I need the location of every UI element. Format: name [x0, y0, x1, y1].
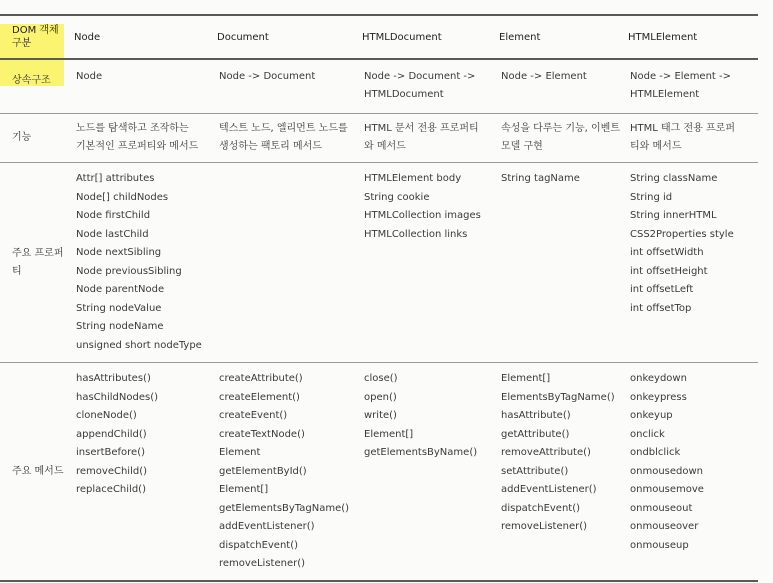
- cell-item: onkeydown: [630, 373, 687, 384]
- cell-item: int offsetWidth: [630, 247, 704, 258]
- cell-item: 기본적인 프로퍼티와 메서드: [76, 141, 199, 152]
- cell-item: String id: [630, 191, 673, 203]
- cell-htmldocument: [355, 114, 492, 163]
- cell-item: Node[] childNodes: [76, 191, 169, 203]
- cell-item: Node -> Document: [219, 71, 316, 82]
- cell-item: Node firstChild: [76, 210, 151, 221]
- cell-item: removeListener(): [501, 521, 588, 532]
- cell-item: getElementById(): [219, 465, 307, 477]
- cell-item: HTML 태그 전용 프로퍼: [630, 123, 735, 134]
- cell-item: dispatchEvent(): [501, 502, 581, 514]
- cell-item: Node -> Document ->: [364, 71, 476, 82]
- cell-item: String nodeValue: [76, 302, 162, 314]
- cell-item: onmousemove: [630, 484, 704, 495]
- cell-node: [67, 363, 210, 581]
- dom-object-table: [0, 14, 758, 582]
- cell-item: getElementsByTagName(): [219, 502, 350, 514]
- row-label: 기능: [12, 131, 32, 143]
- row-label: 주요 프로퍼티: [12, 247, 64, 277]
- cell-htmlelement: [621, 163, 758, 363]
- cell-item: String nodeName: [76, 321, 164, 332]
- cell-item: Element[]: [219, 484, 269, 495]
- cell-item: addEventListener(): [219, 521, 315, 532]
- cell-item: int offsetHeight: [630, 265, 708, 277]
- cell-item: cloneNode(): [76, 410, 137, 421]
- cell-item: removeListener(): [219, 558, 306, 569]
- cell-document: [210, 59, 355, 114]
- cell-element: [492, 114, 621, 163]
- row-methods: [0, 363, 758, 581]
- cell-item: 노드를 탐색하고 조작하는: [76, 123, 189, 134]
- cell-item: close(): [364, 373, 398, 384]
- cell-item: Attr[] attributes: [76, 173, 155, 184]
- cell-item: ondblclick: [630, 447, 681, 458]
- cell-item: String tagName: [501, 173, 580, 184]
- cell-item: Node -> Element: [501, 71, 587, 82]
- header-node: Node: [74, 31, 101, 43]
- header-document: Document: [217, 31, 269, 43]
- cell-item: removeChild(): [76, 465, 148, 477]
- cell-item: createTextNode(): [219, 428, 305, 440]
- cell-item: onmouseover: [630, 521, 699, 532]
- cell-item: hasAttribute(): [501, 410, 571, 421]
- cell-htmldocument: [355, 59, 492, 114]
- table-header-row: [0, 15, 758, 59]
- row-properties: [0, 163, 758, 363]
- cell-item: Node previousSibling: [76, 265, 182, 277]
- cell-item: String className: [630, 173, 718, 184]
- cell-item: replaceChild(): [76, 484, 146, 495]
- cell-item: int offsetTop: [630, 302, 692, 314]
- row-label: 주요 메서드: [12, 465, 64, 477]
- cell-item: 모델 구현: [501, 141, 543, 152]
- cell-item: createElement(): [219, 391, 300, 403]
- cell-item: HTMLCollection links: [364, 228, 468, 240]
- cell-item: unsigned short nodeType: [76, 339, 202, 351]
- cell-item: addEventListener(): [501, 484, 597, 495]
- header-htmldocument: HTMLDocument: [362, 31, 442, 43]
- cell-item: setAttribute(): [501, 465, 569, 477]
- cell-htmldocument: [355, 163, 492, 363]
- cell-item: hasChildNodes(): [76, 391, 159, 403]
- cell-item: dispatchEvent(): [219, 539, 299, 551]
- cell-item: write(): [364, 410, 397, 421]
- cell-item: Element[]: [364, 428, 414, 440]
- cell-item: HTML 문서 전용 프로퍼티: [364, 123, 479, 134]
- cell-item: Node: [76, 71, 103, 82]
- row-inheritance: [0, 59, 758, 114]
- cell-document: [210, 163, 355, 363]
- cell-item: HTMLDocument: [364, 89, 444, 100]
- cell-item: String cookie: [364, 191, 430, 203]
- cell-item: getAttribute(): [501, 428, 570, 440]
- cell-node: [67, 59, 210, 114]
- row-label: 상속구조: [12, 75, 51, 86]
- cell-item: Node lastChild: [76, 228, 149, 240]
- cell-htmlelement: [621, 59, 758, 114]
- cell-item: open(): [364, 391, 397, 403]
- cell-node: [67, 163, 210, 363]
- cell-item: onkeyup: [630, 410, 673, 421]
- cell-item: Element: [219, 447, 261, 458]
- cell-item: insertBefore(): [76, 447, 146, 458]
- cell-item: HTMLCollection images: [364, 210, 481, 221]
- header-element: Element: [499, 31, 541, 43]
- cell-item: Node -> Element ->: [630, 71, 732, 82]
- cell-htmldocument: [355, 363, 492, 581]
- cell-item: hasAttributes(): [76, 373, 151, 384]
- cell-htmlelement: [621, 114, 758, 163]
- cell-node: [67, 114, 210, 163]
- cell-element: [492, 59, 621, 114]
- cell-item: getElementsByName(): [364, 447, 478, 458]
- header-htmlelement: HTMLElement: [628, 31, 698, 43]
- cell-item: 속성을 다루는 기능, 이벤트: [501, 123, 620, 134]
- cell-item: appendChild(): [76, 428, 147, 440]
- cell-item: onmousedown: [630, 465, 703, 477]
- cell-item: Node nextSibling: [76, 247, 162, 258]
- cell-element: [492, 163, 621, 363]
- row-function: [0, 114, 758, 163]
- cell-item: createAttribute(): [219, 373, 303, 384]
- cell-element: [492, 363, 621, 581]
- cell-htmlelement: [621, 363, 758, 581]
- cell-item: String innerHTML: [630, 210, 717, 221]
- cell-item: onmouseup: [630, 539, 689, 551]
- cell-item: onmouseout: [630, 502, 693, 514]
- cell-item: 티와 메서드: [630, 141, 682, 152]
- cell-item: removeAttribute(): [501, 447, 591, 458]
- cell-item: HTMLElement: [630, 89, 700, 100]
- cell-item: CSS2Properties style: [630, 228, 734, 240]
- cell-item: HTMLElement body: [364, 173, 462, 184]
- cell-item: Element[]: [501, 373, 551, 384]
- cell-item: onkeypress: [630, 391, 687, 403]
- cell-item: 텍스트 노드, 엘리먼트 노드를: [219, 123, 348, 134]
- cell-item: 와 메서드: [364, 141, 406, 152]
- cell-document: [210, 363, 355, 581]
- cell-item: createEvent(): [219, 410, 288, 421]
- cell-item: onclick: [630, 428, 665, 440]
- cell-item: 생성하는 팩토리 메서드: [219, 141, 322, 152]
- cell-item: int offsetLeft: [630, 284, 694, 295]
- cell-document: [210, 114, 355, 163]
- header-label: DOM 객체 구분: [12, 25, 59, 49]
- cell-item: Node parentNode: [76, 284, 165, 295]
- cell-item: ElementsByTagName(): [501, 391, 615, 403]
